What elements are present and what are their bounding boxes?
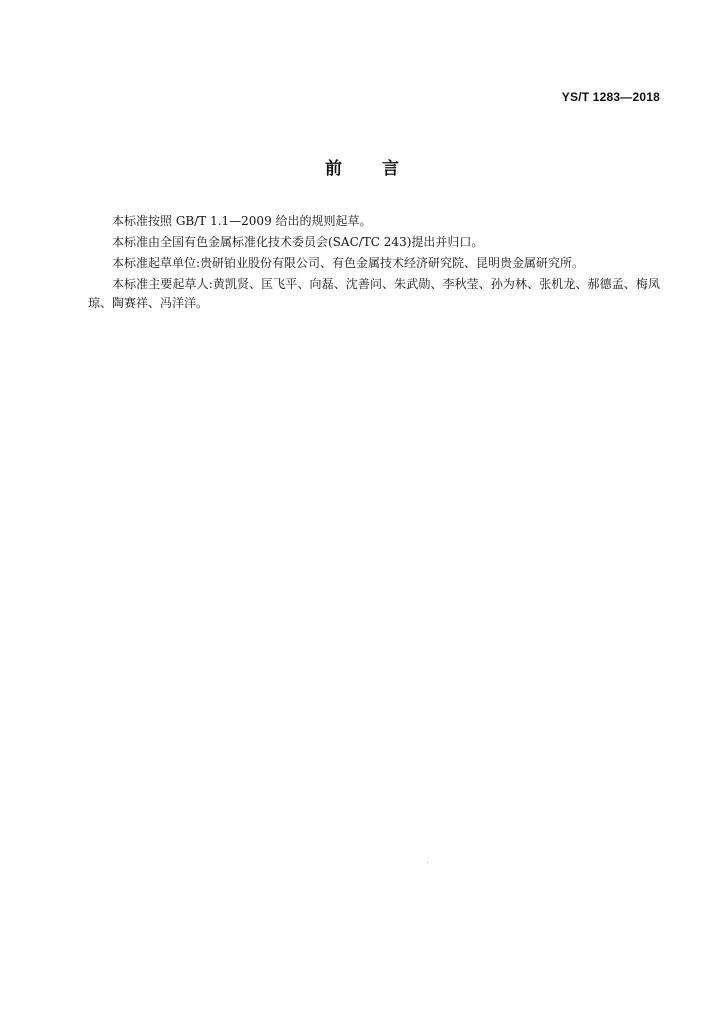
- standard-code: YS/T 1283—2018: [561, 90, 660, 104]
- paragraph-drafters: 本标准主要起草人:黄凯贤、匡飞平、向磊、沈善问、朱武勋、李秋莹、孙为林、张机龙、郝德孟、梅凤琼、陶赛祥、冯洋洋。: [88, 277, 660, 310]
- paragraph-proposer: 本标准由全国有色金属标准化技术委员会(SAC/TC 243)提出并归口。: [112, 235, 484, 249]
- paragraph-drafting-rules: 本标准按照 GB/T 1.1—2009 给出的规则起草。: [112, 214, 372, 228]
- paragraph-drafting-units: 本标准起草单位:贵研铂业股份有限公司、有色金属技术经济研究院、昆明贵金属研究所。: [112, 256, 585, 270]
- title-char-1: 前: [325, 159, 342, 179]
- title-char-2: 言: [382, 159, 399, 179]
- page-title: [0, 154, 724, 179]
- scan-speck: [427, 862, 428, 863]
- foreword-body: [88, 212, 660, 315]
